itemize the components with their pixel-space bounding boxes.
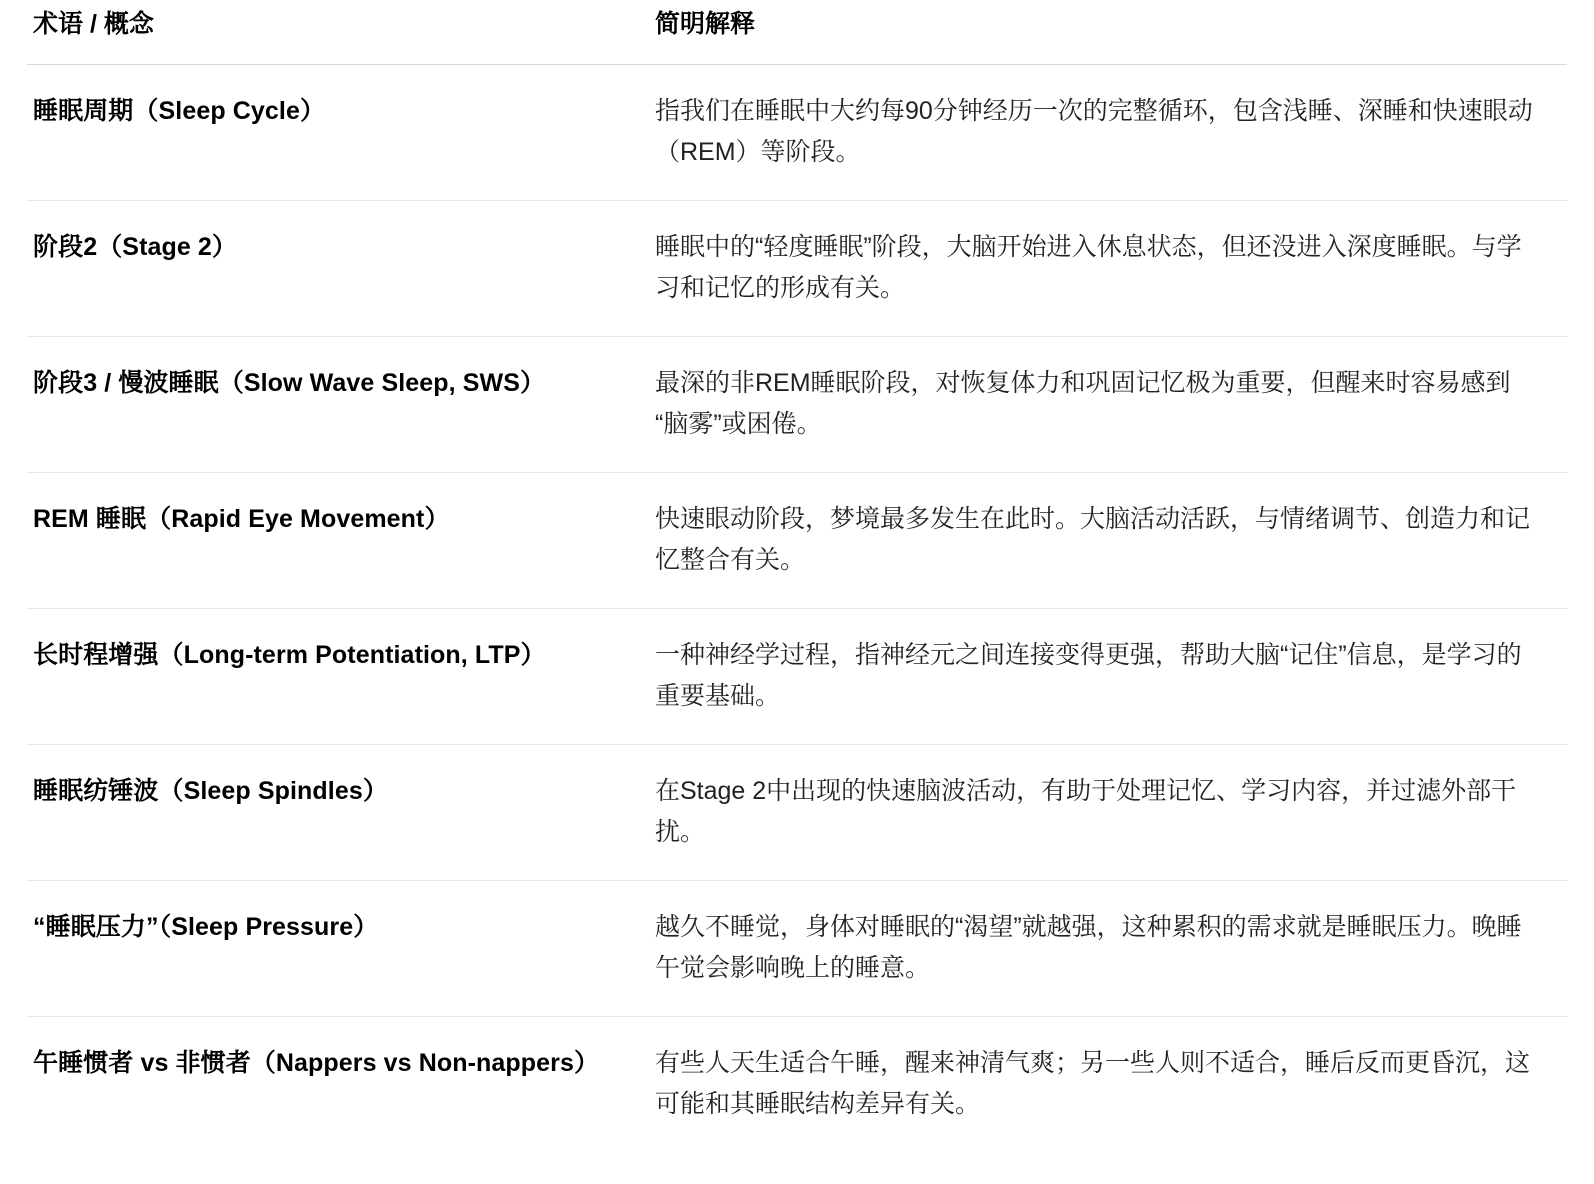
- description-cell: 有些人天生适合午睡，醒来神清气爽；另一些人则不适合，睡后反而更昏沉，这可能和其睡眠结构差异有关。: [655, 1049, 1531, 1118]
- description-cell: 最深的非REM睡眠阶段，对恢复体力和巩固记忆极为重要，但醒来时容易感到“脑雾”或困倦。: [649, 337, 1567, 473]
- term-cell: REM 睡眠（Rapid Eye Movement）: [27, 473, 649, 609]
- term-cell: 阶段3 / 慢波睡眠（Slow Wave Sleep, SWS）: [27, 337, 649, 473]
- term-cell: 长时程增强（Long-term Potentiation, LTP）: [27, 609, 649, 745]
- table-row: [27, 881, 1567, 1017]
- description-cell: 在Stage 2中出现的快速脑波活动，有助于处理记忆、学习内容，并过滤外部干扰。: [649, 745, 1567, 881]
- term-cell: 阶段2（Stage 2）: [27, 201, 649, 337]
- table-row: [27, 473, 1567, 609]
- term-cell: 睡眠周期（Sleep Cycle）: [27, 65, 649, 201]
- description-cell: 睡眠中的“轻度睡眠”阶段，大脑开始进入休息状态，但还没进入深度睡眠。与学习和记忆的形成有关。: [649, 201, 1567, 337]
- table-body: [27, 65, 1567, 1159]
- description-cell: 指我们在睡眠中大约每90分钟经历一次的完整循环，包含浅睡、深睡和快速眼动（REM）等阶段。: [649, 65, 1567, 201]
- table-row: [27, 745, 1567, 881]
- term-cell: “睡眠压力”（Sleep Pressure）: [27, 881, 649, 1017]
- description-cell: 快速眼动阶段，梦境最多发生在此时。大脑活动活跃，与情绪调节、创造力和记忆整合有关。: [649, 473, 1567, 609]
- term-cell: 午睡惯者 vs 非惯者（Nappers vs Non-nappers）: [33, 1049, 600, 1078]
- column-header-description: 简明解释: [649, 0, 1567, 65]
- table-row: [27, 1017, 1567, 1159]
- table-header: [27, 0, 1567, 65]
- table-row: [27, 65, 1567, 201]
- term-cell: 睡眠纺锤波（Sleep Spindles）: [27, 745, 649, 881]
- table-row: [27, 201, 1567, 337]
- glossary-table: [27, 0, 1567, 1158]
- column-header-term: 术语 / 概念: [27, 0, 649, 65]
- description-cell: 越久不睡觉，身体对睡眠的“渴望”就越强，这种累积的需求就是睡眠压力。晚睡午觉会影响晚上的睡意。: [649, 881, 1567, 1017]
- description-cell: 一种神经学过程，指神经元之间连接变得更强，帮助大脑“记住”信息，是学习的重要基础。: [649, 609, 1567, 745]
- table-header-row: [27, 0, 1567, 65]
- table-row: [27, 337, 1567, 473]
- table-row: [27, 609, 1567, 745]
